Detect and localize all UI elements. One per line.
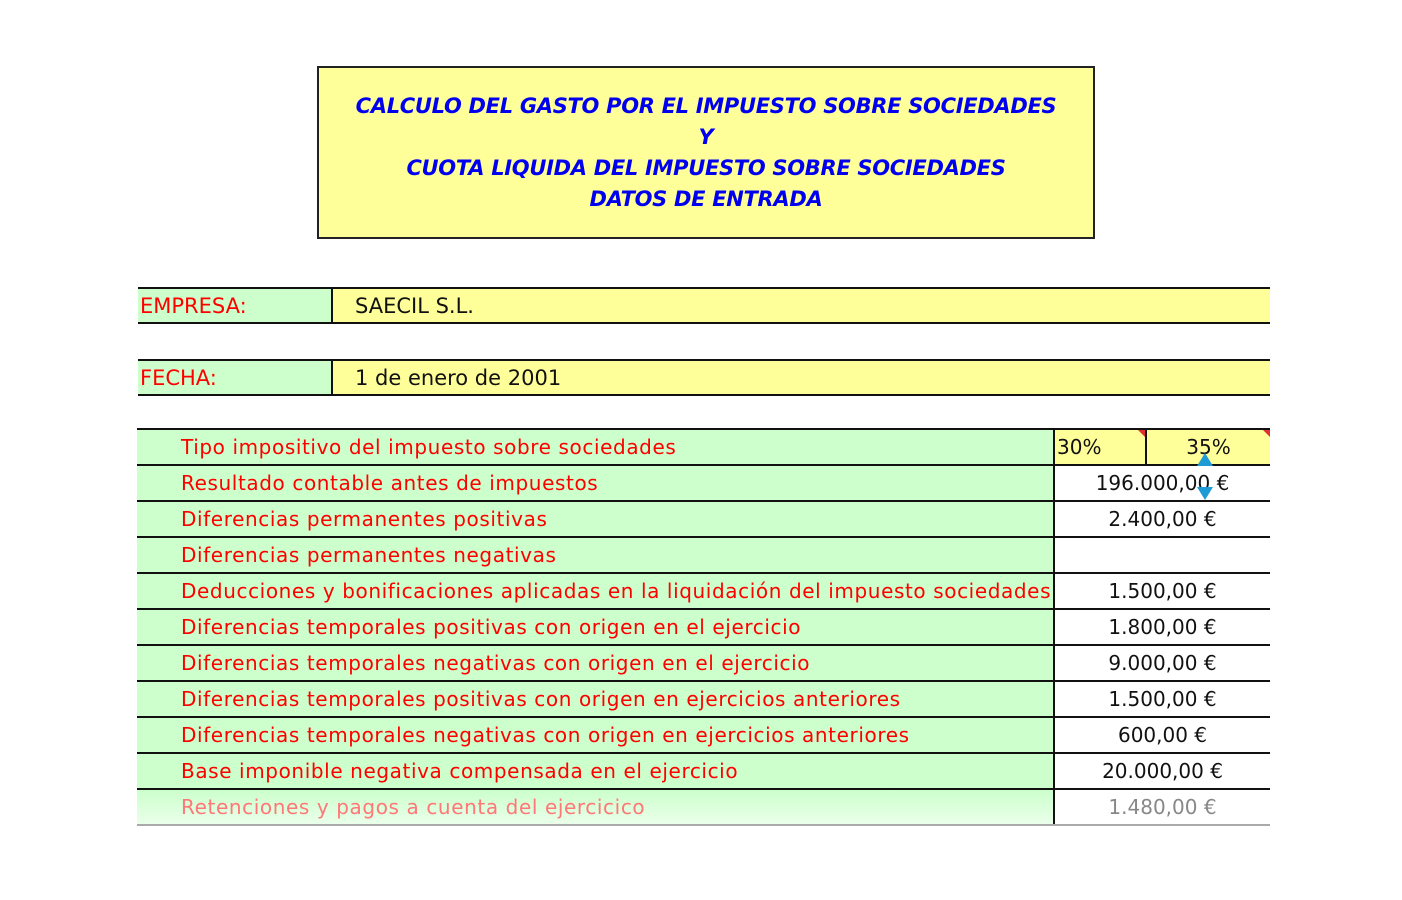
rate-option-30[interactable]	[1055, 430, 1147, 464]
table-row	[137, 716, 1270, 752]
table-row	[137, 500, 1270, 536]
row-label: Diferencias permanentes negativas	[137, 538, 1055, 572]
comment-marker-icon	[1263, 430, 1270, 437]
tipo-impositivo-options	[1055, 430, 1270, 464]
row-value-input[interactable]	[1055, 538, 1270, 572]
table-row	[137, 680, 1270, 716]
row-value-input[interactable]: 9.000,00 €	[1055, 646, 1270, 680]
empresa-input[interactable]: SAECIL S.L.	[333, 289, 1270, 322]
row-value-input[interactable]: 600,00 €	[1055, 718, 1270, 752]
row-label: Deducciones y bonificaciones aplicadas en la liquidación del impuesto sociedades	[137, 574, 1055, 608]
title-line-4: DATOS DE ENTRADA	[589, 186, 823, 211]
input-data-table	[137, 428, 1270, 826]
table-row	[137, 644, 1270, 680]
table-row	[137, 752, 1270, 788]
rate-option-30-label: 30%	[1057, 435, 1102, 459]
row-label: Diferencias temporales positivas con origen en ejercicios anteriores	[137, 682, 1055, 716]
row-value-input[interactable]: 1.480,00 €	[1055, 790, 1270, 824]
row-label: Base imponible negativa compensada en el ejercicio	[137, 754, 1055, 788]
table-row	[137, 536, 1270, 572]
row-value-input[interactable]: 1.500,00 €	[1055, 574, 1270, 608]
row-value-input[interactable]: 20.000,00 €	[1055, 754, 1270, 788]
table-row-tipo-impositivo	[137, 428, 1270, 464]
rate-option-35-label: 35%	[1186, 435, 1231, 459]
row-label: Diferencias temporales negativas con origen en el ejercicio	[137, 646, 1055, 680]
row-value-input[interactable]: 1.800,00 €	[1055, 610, 1270, 644]
spinner-up-icon[interactable]	[1197, 453, 1213, 466]
tipo-impositivo-label: Tipo impositivo del impuesto sobre sociedades	[137, 430, 1055, 464]
fecha-label: FECHA:	[138, 361, 333, 394]
row-label: Resultado contable antes de impuestos	[137, 466, 1055, 500]
title-line-2: Y	[698, 124, 714, 149]
fecha-input[interactable]: 1 de enero de 2001	[333, 361, 1270, 394]
row-label: Diferencias temporales negativas con origen en ejercicios anteriores	[137, 718, 1055, 752]
row-value-input[interactable]: 1.500,00 €	[1055, 682, 1270, 716]
title-banner	[317, 66, 1095, 239]
empresa-row	[138, 287, 1270, 324]
empresa-label: EMPRESA:	[138, 289, 333, 322]
table-row	[137, 788, 1270, 826]
title-line-1: CALCULO DEL GASTO POR EL IMPUESTO SOBRE SOCIEDADES	[355, 93, 1057, 118]
row-value-input[interactable]: 196.000,00 €	[1055, 466, 1270, 500]
table-row	[137, 608, 1270, 644]
row-value-input[interactable]: 2.400,00 €	[1055, 502, 1270, 536]
fecha-row	[138, 359, 1270, 396]
row-label: Diferencias temporales positivas con origen en el ejercicio	[137, 610, 1055, 644]
row-label: Diferencias permanentes positivas	[137, 502, 1055, 536]
row-label: Retenciones y pagos a cuenta del ejercicico	[137, 790, 1055, 824]
table-row	[137, 464, 1270, 500]
comment-marker-icon	[1138, 430, 1145, 437]
table-row	[137, 572, 1270, 608]
spinner-down-icon[interactable]	[1197, 487, 1213, 500]
title-line-3: CUOTA LIQUIDA DEL IMPUESTO SOBRE SOCIEDADES	[406, 155, 1006, 180]
